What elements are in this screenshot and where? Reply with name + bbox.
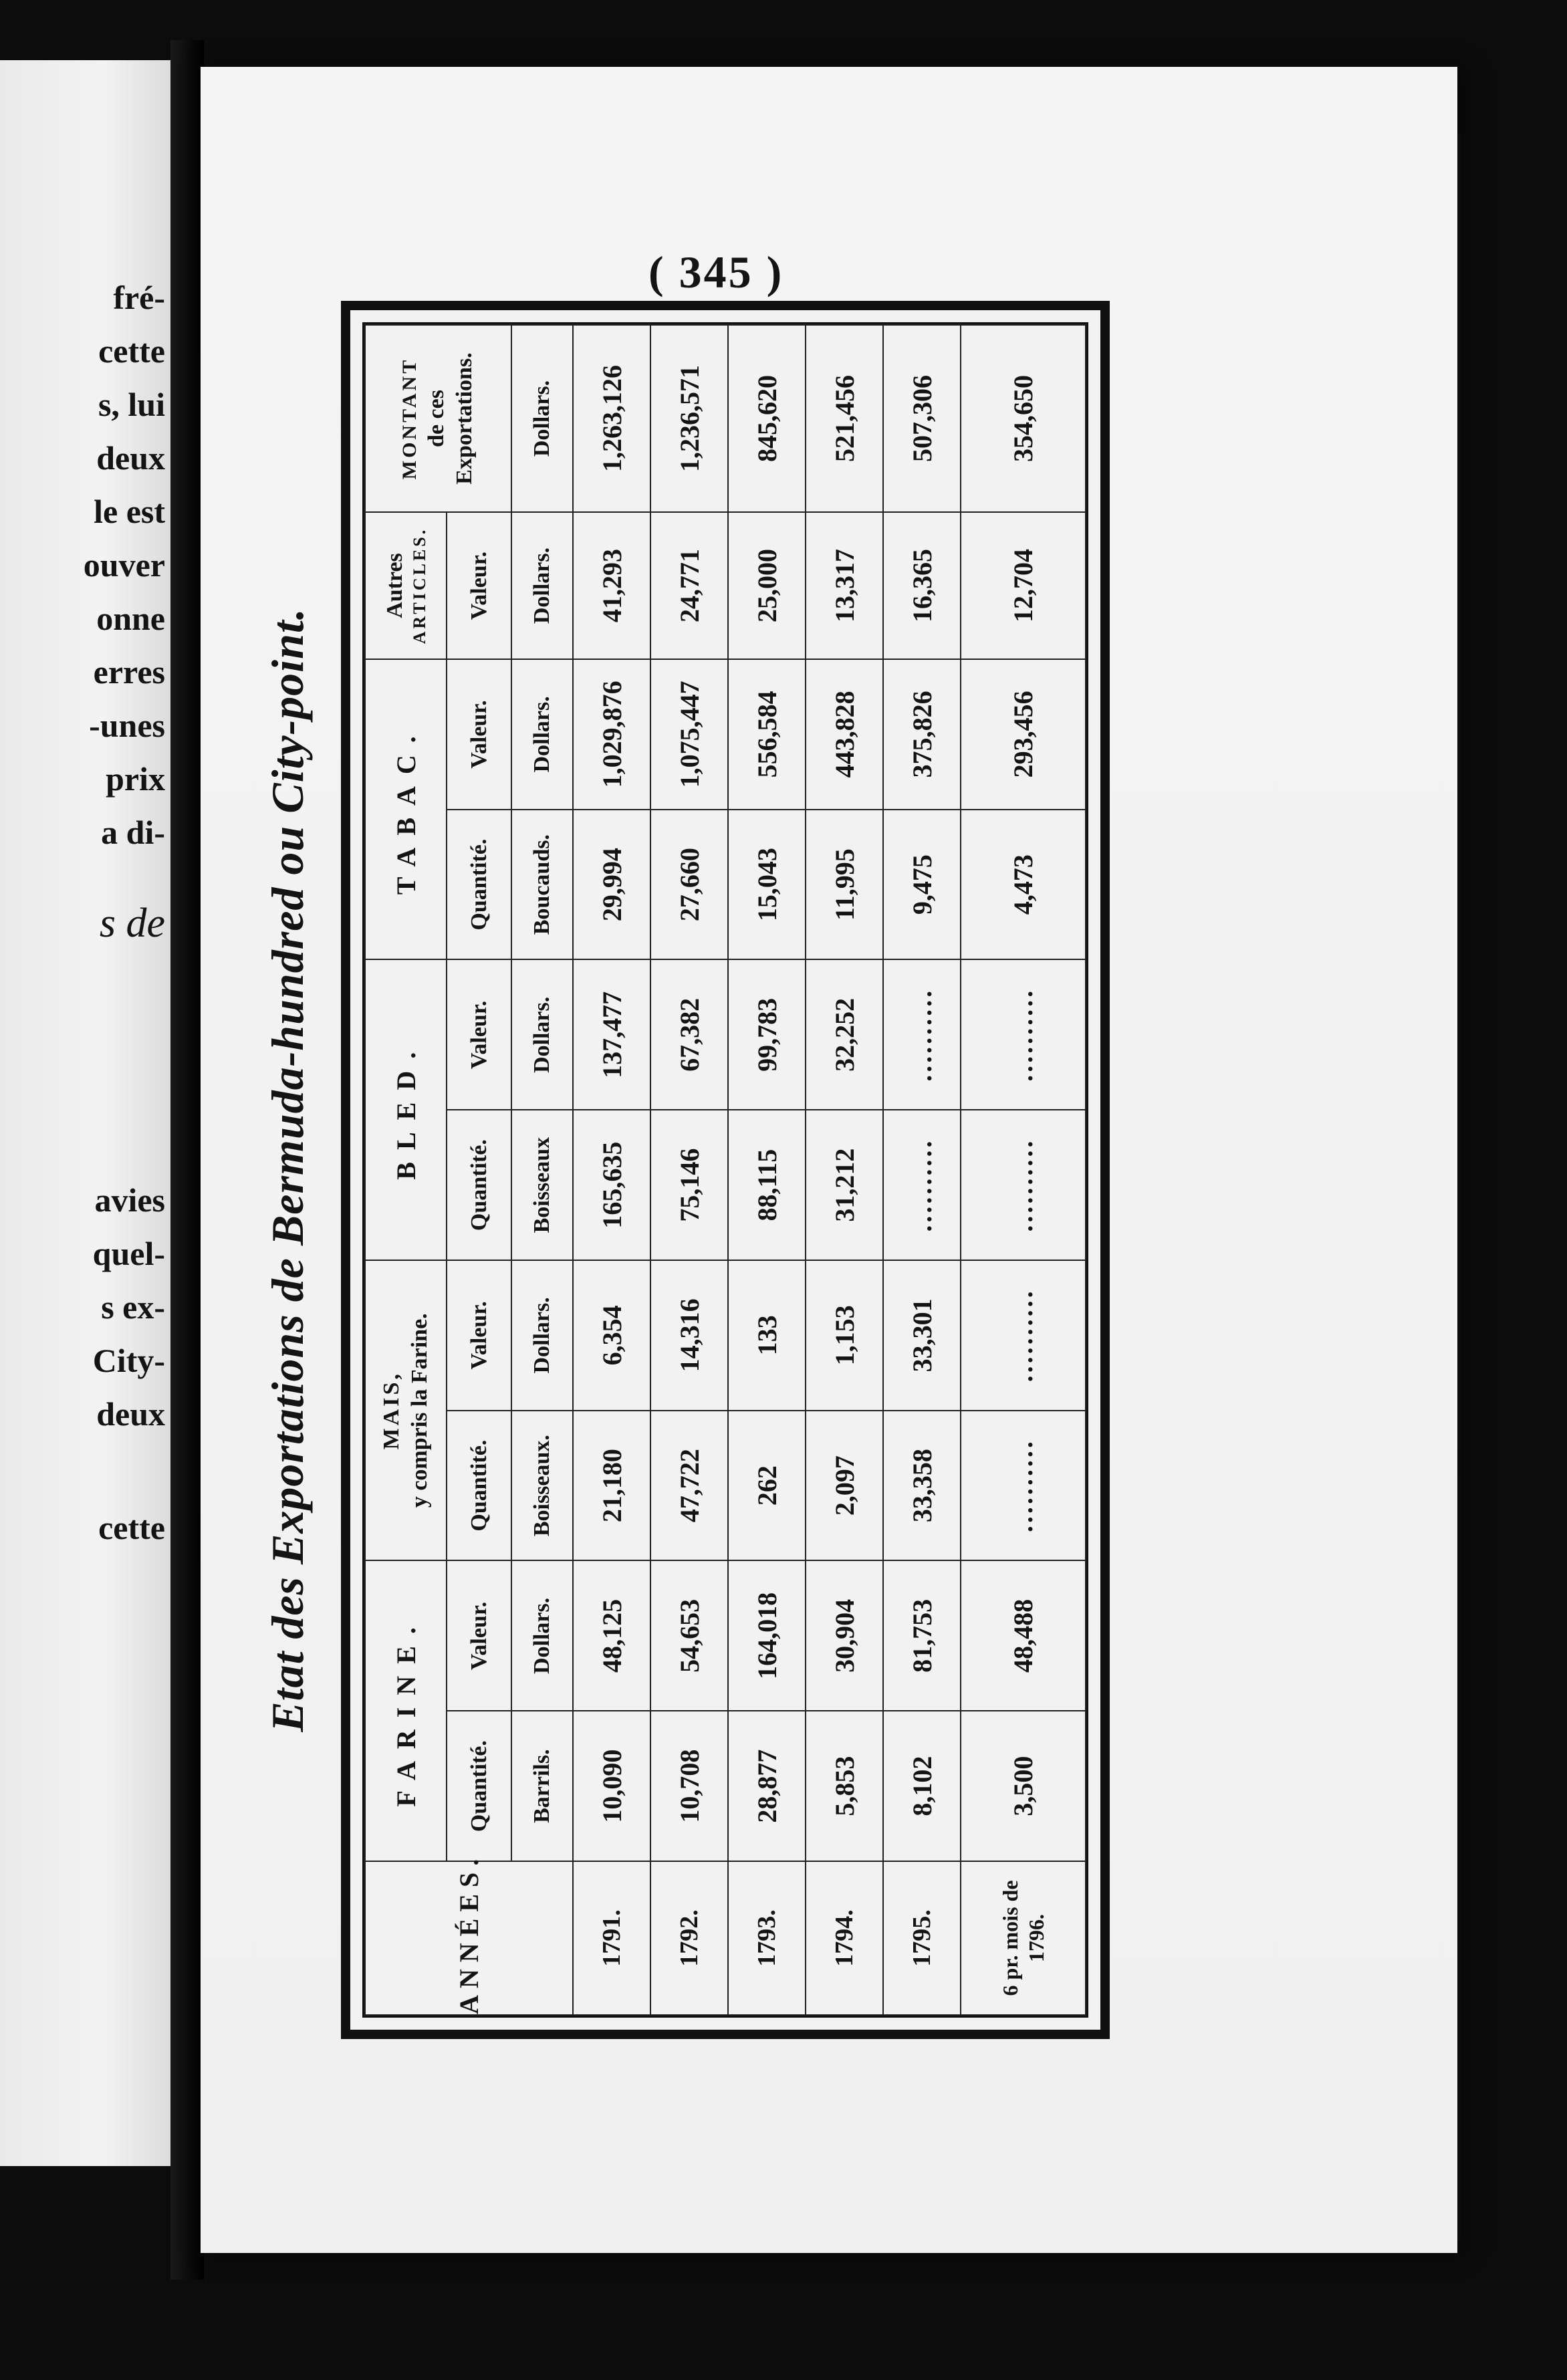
farine-valeur-cell: 81,753 [883,1561,961,1711]
tabac-valeur-cell: 293,456 [961,659,1086,810]
year-cell: 1791. [573,1861,650,2015]
mais-valeur-cell: 133 [728,1260,806,1411]
unit-dollars: Dollars. [511,512,573,659]
mais-quantite-cell: 33,358 [883,1411,961,1561]
tabac-valeur-cell: 1,029,876 [573,659,650,810]
table-subheader-row [447,325,511,2015]
tabac-quantite-cell: 9,475 [883,810,961,960]
tabac-quantite-cell: 11,995 [806,810,883,960]
farine-valeur-cell: 48,125 [573,1561,650,1711]
bled-quantite-header: Quantité. [447,1110,511,1260]
bled-quantite-cell: 165,635 [573,1110,650,1260]
farine-valeur-cell: 164,018 [728,1561,806,1711]
year-cell: 1795. [883,1861,961,2015]
montant-cell: 521,456 [806,325,883,512]
bled-valeur-cell: 67,382 [650,960,728,1110]
montant-sublabel-2: Exportations. [452,352,477,485]
autres-valeur-cell: 41,293 [573,512,650,659]
left-text-line: ouver [83,546,165,584]
left-text-line: quel- [92,1235,165,1272]
bled-quantite-cell: .......... [883,1110,961,1260]
tabac-valeur-header: Valeur. [447,659,511,810]
year-cell: 1792. [650,1861,728,2015]
farine-valeur-header: Valeur. [447,1561,511,1711]
table-row [728,325,806,2015]
left-facing-page [0,60,170,2166]
mais-valeur-cell: 14,316 [650,1260,728,1411]
bled-valeur-cell: 99,783 [728,960,806,1110]
left-text-line: avies [94,1181,165,1219]
farine-label: FARINE. [390,1615,421,1807]
unit-dollars: Dollars. [511,960,573,1110]
mais-quantite-cell: 262 [728,1411,806,1561]
montant-cell: 354,650 [961,325,1086,512]
farine-quantite-cell: 10,708 [650,1711,728,1861]
table-caption: Etat des Exportations de Bermuda-hundred ou City-point. [262,608,313,1732]
unit-boucauds: Boucauds. [511,810,573,960]
unit-boisseaux: Boisseaux [511,1110,573,1260]
years-header: ANNÉES. [365,1861,573,2015]
left-text-line: cette [98,1509,165,1546]
tabac-quantite-cell: 4,473 [961,810,1086,960]
farine-valeur-cell: 48,488 [961,1561,1086,1711]
unit-dollars: Dollars. [511,659,573,810]
bled-header [365,960,447,1261]
table-row [961,325,1086,2015]
left-text-line: cette [98,332,165,370]
farine-quantite-cell: 3,500 [961,1711,1086,1861]
left-text-line: City- [92,1342,165,1379]
table-frame [341,301,1110,2039]
tabac-quantite-cell: 15,043 [728,810,806,960]
left-text-line: prix [106,760,165,798]
bled-valeur-cell: 32,252 [806,960,883,1110]
year-cell: 6 pr. mois de 1796. [961,1861,1086,2015]
bled-quantite-cell: 31,212 [806,1110,883,1260]
montant-sublabel: de ces [423,390,449,447]
table-row [806,325,883,2015]
left-text-line: erres [93,653,165,691]
left-text-line: onne [96,600,165,637]
left-text-line: s, lui [98,386,165,423]
farine-valeur-cell: 54,653 [650,1561,728,1711]
mais-valeur-header: Valeur. [447,1260,511,1411]
left-text-line: fré- [113,279,165,316]
rotated-table-block [241,301,1136,2039]
montant-cell: 507,306 [883,325,961,512]
montant-label: MONTANT [398,357,421,480]
tabac-valeur-cell: 556,584 [728,659,806,810]
autres-valeur-header: Valeur. [447,512,511,659]
left-text-line: -unes [89,707,165,744]
tabac-valeur-cell: 1,075,447 [650,659,728,810]
table-header-row [365,325,447,2015]
mais-sublabel: y compris la Farine. [407,1313,432,1508]
unit-barrils: Barrils. [511,1711,573,1861]
unit-dollars: Dollars. [511,1561,573,1711]
bled-valeur-header: Valeur. [447,960,511,1110]
year-cell: 1794. [806,1861,883,2015]
autres-valeur-cell: 24,771 [650,512,728,659]
farine-header [365,1561,447,1862]
montant-header [365,325,511,512]
bled-valeur-cell: .......... [883,960,961,1110]
bled-label: BLED. [390,1040,421,1180]
tabac-header [365,659,447,960]
left-text-line: s de [99,901,165,946]
table-row [573,325,650,2015]
mais-quantite-cell: 2,097 [806,1411,883,1561]
left-text-line: deux [96,439,165,477]
farine-valeur-cell: 30,904 [806,1561,883,1711]
bled-valeur-cell: .......... [961,960,1086,1110]
unit-boisseaux: Boisseaux. [511,1411,573,1561]
unit-dollars: Dollars. [511,325,573,512]
mais-quantite-cell: 47,722 [650,1411,728,1561]
tabac-label: TABAC. [390,724,421,895]
mais-valeur-cell: 1,153 [806,1260,883,1411]
mais-valeur-cell: 33,301 [883,1260,961,1411]
mais-quantite-cell: 21,180 [573,1411,650,1561]
farine-quantite-cell: 8,102 [883,1711,961,1861]
left-text-line: deux [96,1395,165,1433]
mais-label: MAIS, [378,1371,404,1450]
tabac-valeur-cell: 443,828 [806,659,883,810]
farine-quantite-cell: 28,877 [728,1711,806,1861]
montant-cell: 845,620 [728,325,806,512]
exports-table [364,324,1086,2016]
left-text-line: le est [94,493,165,530]
autres-valeur-cell: 13,317 [806,512,883,659]
farine-quantite-cell: 10,090 [573,1711,650,1861]
year-cell: 1793. [728,1861,806,2015]
mais-quantite-header: Quantité. [447,1411,511,1561]
bled-valeur-cell: 137,477 [573,960,650,1110]
mais-quantite-cell: .......... [961,1411,1086,1561]
table-inner-border [362,322,1088,2018]
table-row [650,325,728,2015]
mais-header [365,1260,447,1561]
bled-quantite-cell: .......... [961,1110,1086,1260]
tabac-quantite-cell: 29,994 [573,810,650,960]
left-text-line: a di- [101,814,165,851]
mais-valeur-cell: 6,354 [573,1260,650,1411]
left-text-line: s ex- [101,1288,165,1326]
book-gutter [170,40,204,2280]
bled-quantite-cell: 88,115 [728,1110,806,1260]
autres-valeur-cell: 25,000 [728,512,806,659]
tabac-quantite-cell: 27,660 [650,810,728,960]
tabac-quantite-header: Quantité. [447,810,511,960]
tabac-valeur-cell: 375,826 [883,659,961,810]
autres-label: Autres [382,553,407,618]
table-units-row [511,325,573,2015]
autres-valeur-cell: 12,704 [961,512,1086,659]
autres-sublabel: ARTICLES. [410,527,429,644]
page-number: ( 345 ) [648,247,784,298]
table-row [883,325,961,2015]
montant-cell: 1,236,571 [650,325,728,512]
montant-cell: 1,263,126 [573,325,650,512]
farine-quantite-header: Quantité. [447,1711,511,1861]
farine-quantite-cell: 5,853 [806,1711,883,1861]
autres-header [365,512,447,659]
autres-valeur-cell: 16,365 [883,512,961,659]
unit-dollars: Dollars. [511,1260,573,1411]
bled-quantite-cell: 75,146 [650,1110,728,1260]
mais-valeur-cell: .......... [961,1260,1086,1411]
